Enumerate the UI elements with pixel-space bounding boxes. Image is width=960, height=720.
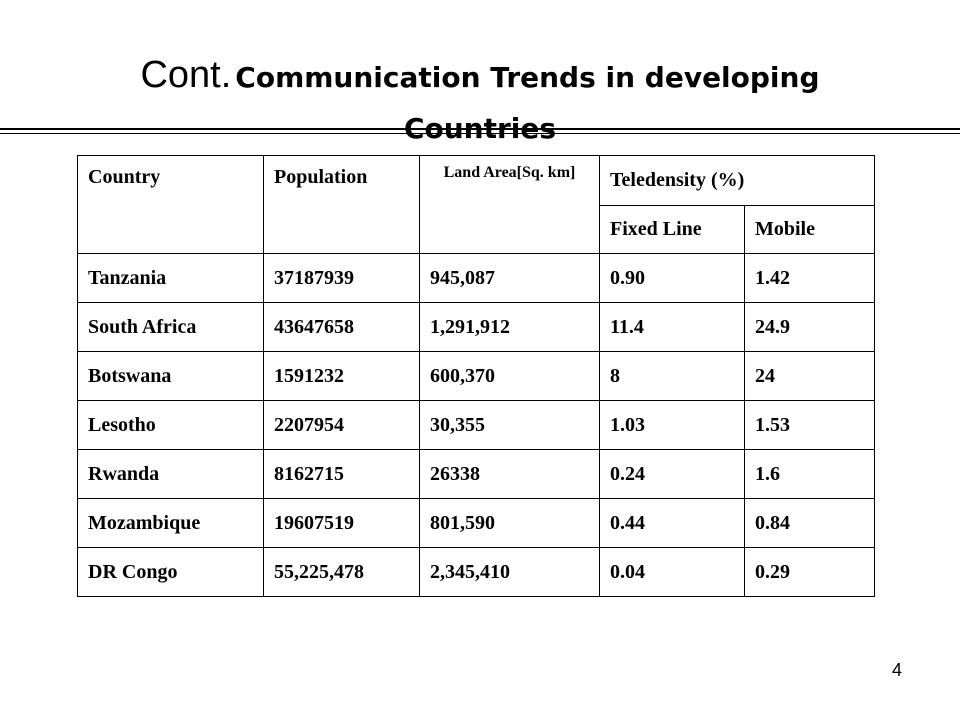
cell-mobile: 1.42 [745,254,875,303]
cell-country: Botswana [78,352,264,401]
cell-land-area: 945,087 [420,254,600,303]
cell-country: DR Congo [78,548,264,597]
cell-fixed-line: 0.90 [600,254,745,303]
cell-mobile: 24.9 [745,303,875,352]
cell-population: 19607519 [264,499,420,548]
cell-land-area: 801,590 [420,499,600,548]
table-row [78,548,875,597]
cell-fixed-line: 0.44 [600,499,745,548]
page-number: 4 [891,660,902,680]
cell-country: Lesotho [78,401,264,450]
cell-land-area: 2,345,410 [420,548,600,597]
title-lead: Cont. [140,54,232,96]
table-row [78,450,875,499]
cell-country: Rwanda [78,450,264,499]
cell-mobile: 24 [745,352,875,401]
table-row [78,401,875,450]
header-population: Population [264,156,420,254]
table-row [78,352,875,401]
table-row [78,303,875,352]
cell-mobile: 1.6 [745,450,875,499]
cell-fixed-line: 1.03 [600,401,745,450]
cell-fixed-line: 8 [600,352,745,401]
cell-land-area: 600,370 [420,352,600,401]
title-divider-thin [0,133,960,134]
header-country: Country [78,156,264,254]
header-mobile: Mobile [745,206,875,254]
slide-title [0,52,960,157]
cell-fixed-line: 0.04 [600,548,745,597]
table-row [78,254,875,303]
cell-land-area: 26338 [420,450,600,499]
cell-country: Tanzania [78,254,264,303]
cell-country: South Africa [78,303,264,352]
title-divider-thick [0,128,960,130]
cell-fixed-line: 11.4 [600,303,745,352]
header-land-area: Land Area[Sq. km] [420,156,600,254]
cell-mobile: 0.84 [745,499,875,548]
header-fixed-line: Fixed Line [600,206,745,254]
header-teledensity: Teledensity (%) [600,156,875,206]
cell-country: Mozambique [78,499,264,548]
cell-mobile: 1.53 [745,401,875,450]
cell-mobile: 0.29 [745,548,875,597]
teledensity-table [77,155,875,597]
cell-population: 2207954 [264,401,420,450]
cell-population: 1591232 [264,352,420,401]
cell-fixed-line: 0.24 [600,450,745,499]
cell-population: 37187939 [264,254,420,303]
cell-land-area: 30,355 [420,401,600,450]
cell-population: 55,225,478 [264,548,420,597]
title-rest: Communication Trends in developing [235,61,820,94]
table-row [78,499,875,548]
cell-population: 8162715 [264,450,420,499]
cell-population: 43647658 [264,303,420,352]
cell-land-area: 1,291,912 [420,303,600,352]
